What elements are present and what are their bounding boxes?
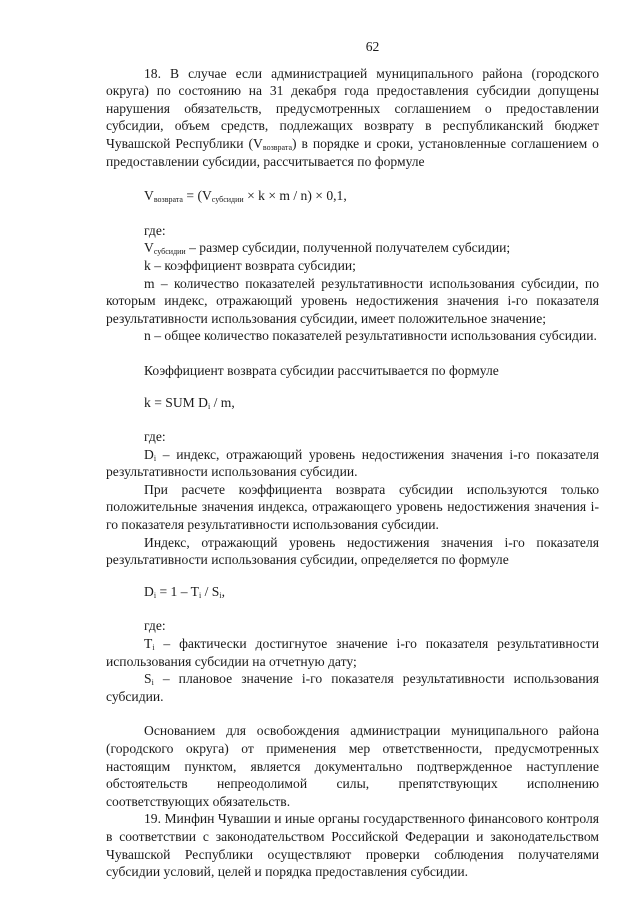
paragraph-18: 18. В случае если администрацией муниципального района (городского округа) по состоянию на 31 декабря года предоставления субсидии допущены нарушения обязательств, предусмотренных соглашением о предоставлении субсидии, объем средств, подлежащих возврату в республиканский бюджет Чувашской Республики $(V_{возврата})$ в порядке и сроки, установленные соглашением о предоставлении субсидии, рассчитывается по формуле [106, 65, 599, 169]
paragraph-positive-values: При расчете коэффициента возврата субсидии используются только положительные значения индекса, отражающего уровень недостижения значения i-го показателя результативности использования субсидии. [106, 481, 599, 533]
paragraph-19: 19. Минфин Чувашии и иные органы государственного финансового контроля в соответствии с законодательством Российской Федерации и законодательством Чувашской Республики осуществляют проверки соблюдения получателями субсидии условий, целей и порядка предоставления субсидии. [106, 811, 599, 880]
definition-n: n – общее количество показателей результативности использования субсидии. [144, 328, 597, 344]
where-label-2: где: [144, 429, 166, 445]
definition-k: k – коэффициент возврата субсидии; [144, 257, 356, 273]
page-number: 62 [365, 39, 380, 54]
coefficient-intro: Коэффициент возврата субсидии рассчитывается по формуле [144, 362, 499, 378]
paragraph-index: Индекс, отражающий уровень недостижения значения i-го показателя результативности использования субсидии, определяется по формуле [106, 534, 599, 568]
definition-d: $D_i$ – индекс, отражающий уровень недостижения значения i-го показателя результативности использования субсидии. [106, 446, 599, 480]
definition-v-subsidy: $V_{субсидии}$ – размер субсидии, полученной получателем субсидии; [144, 240, 511, 257]
formula-coefficient: k = SUM $D_i$ / m, [144, 394, 235, 411]
formula-index: $D_i = 1 - T_i / S_i$, [144, 583, 225, 600]
definition-m: m – количество показателей результативности использования субсидии, по которым индекс, отражающий уровень недостижения значения i-го показателя результативности использования субсидии, имеет положительное значение; [106, 275, 599, 326]
formula-return-amount: $V_{возврата} = (V_{субсидии} \times k \times m / n) \times 0,1$, [144, 188, 347, 205]
where-label-3: где: [144, 618, 166, 634]
definition-t: $T_i$ – фактически достигнутое значение i-го показателя результативности использования субсидии на отчетную дату; [106, 636, 599, 669]
definition-s: $S_i$ – плановое значение i-го показателя результативности использования субсидии. [106, 671, 599, 704]
where-label-1: где: [144, 222, 166, 238]
paragraph-force-majeure: Основанием для освобождения администрации муниципального района (городского округа) от применения мер ответственности, предусмотренных настоящим пунктом, является документально подтвержденное наступление обстоятельств непреодолимой силы, препятствующих исполнению соответствующих обязательств. [106, 723, 599, 809]
